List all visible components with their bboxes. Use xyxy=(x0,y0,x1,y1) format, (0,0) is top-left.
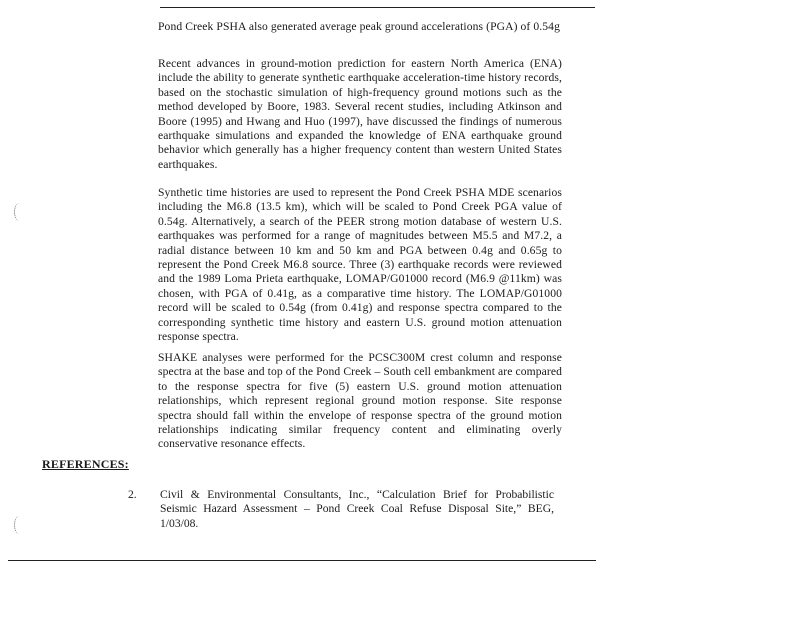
paragraph-shake-analyses: SHAKE analyses were performed for the PCSC300M crest column and response spectra at the base and top of the Pond Creek – South cell embankment are compared to the response spectra for five (5) eastern U.S. ground motion attenuation relationships, which represent regional ground motion response. Site response spectra should fall within the envelope of response spectra of the ground motion relationships indicating similar frequency content and eliminating overly conservative resonance effects. xyxy=(158,351,562,451)
punch-hole-mark xyxy=(14,203,25,221)
reference-citation: Civil & Environmental Consultants, Inc., “Calculation Brief for Probabilistic Seismic Hazard Assessment – Pond Creek Coal Refuse Disposal Site,” BEG, 1/03/08. xyxy=(160,488,554,530)
paragraph-pga: Pond Creek PSHA also generated average peak ground accelerations (PGA) of 0.54g xyxy=(158,20,560,33)
paragraph-ena-advances: Recent advances in ground-motion prediction for eastern North America (ENA) include the ability to generate synthetic earthquake acceleration-time history records, based on the stochastic simulation of high-frequency ground motions such as the method developed by Boore, 1983. Several recent studies, including Atkinson and Boore (1995) and Hwang and Huo (1997), have discussed the findings of numerous earthquake simulations and expanded the knowledge of ENA earthquake ground behavior which generally has a higher frequency content than western United States earthquakes. xyxy=(158,57,562,171)
references-heading: REFERENCES: xyxy=(42,457,129,471)
reference-number: 2. xyxy=(128,488,137,501)
top-divider xyxy=(160,7,595,8)
paragraph-synthetic-histories: Synthetic time histories are used to represent the Pond Creek PSHA MDE scenarios including the M6.8 (13.5 km), which will be scaled to Pond Creek PGA value of 0.54g. Alternatively, a search of the PEER strong motion database of western U.S. earthquakes was performed for a range of magnitudes between M5.5 and M7.2, a radial distance between 10 km and 50 km and PGA between 0.4g and 0.65g to represent the Pond Creek M6.8 source. Three (3) earthquake records were reviewed and the 1989 Loma Prieta earthquake, LOMAP/G01000 record (M6.9 @11km) was chosen, with PGA of 0.41g, as a comparative time history. The LOMAP/G01000 record will be scaled to 0.54g (from 0.41g) and response spectra compared to the corresponding synthetic time history and eastern U.S. ground motion attenuation response spectra. xyxy=(158,186,562,344)
bottom-divider xyxy=(8,560,596,561)
punch-hole-mark xyxy=(14,516,25,534)
